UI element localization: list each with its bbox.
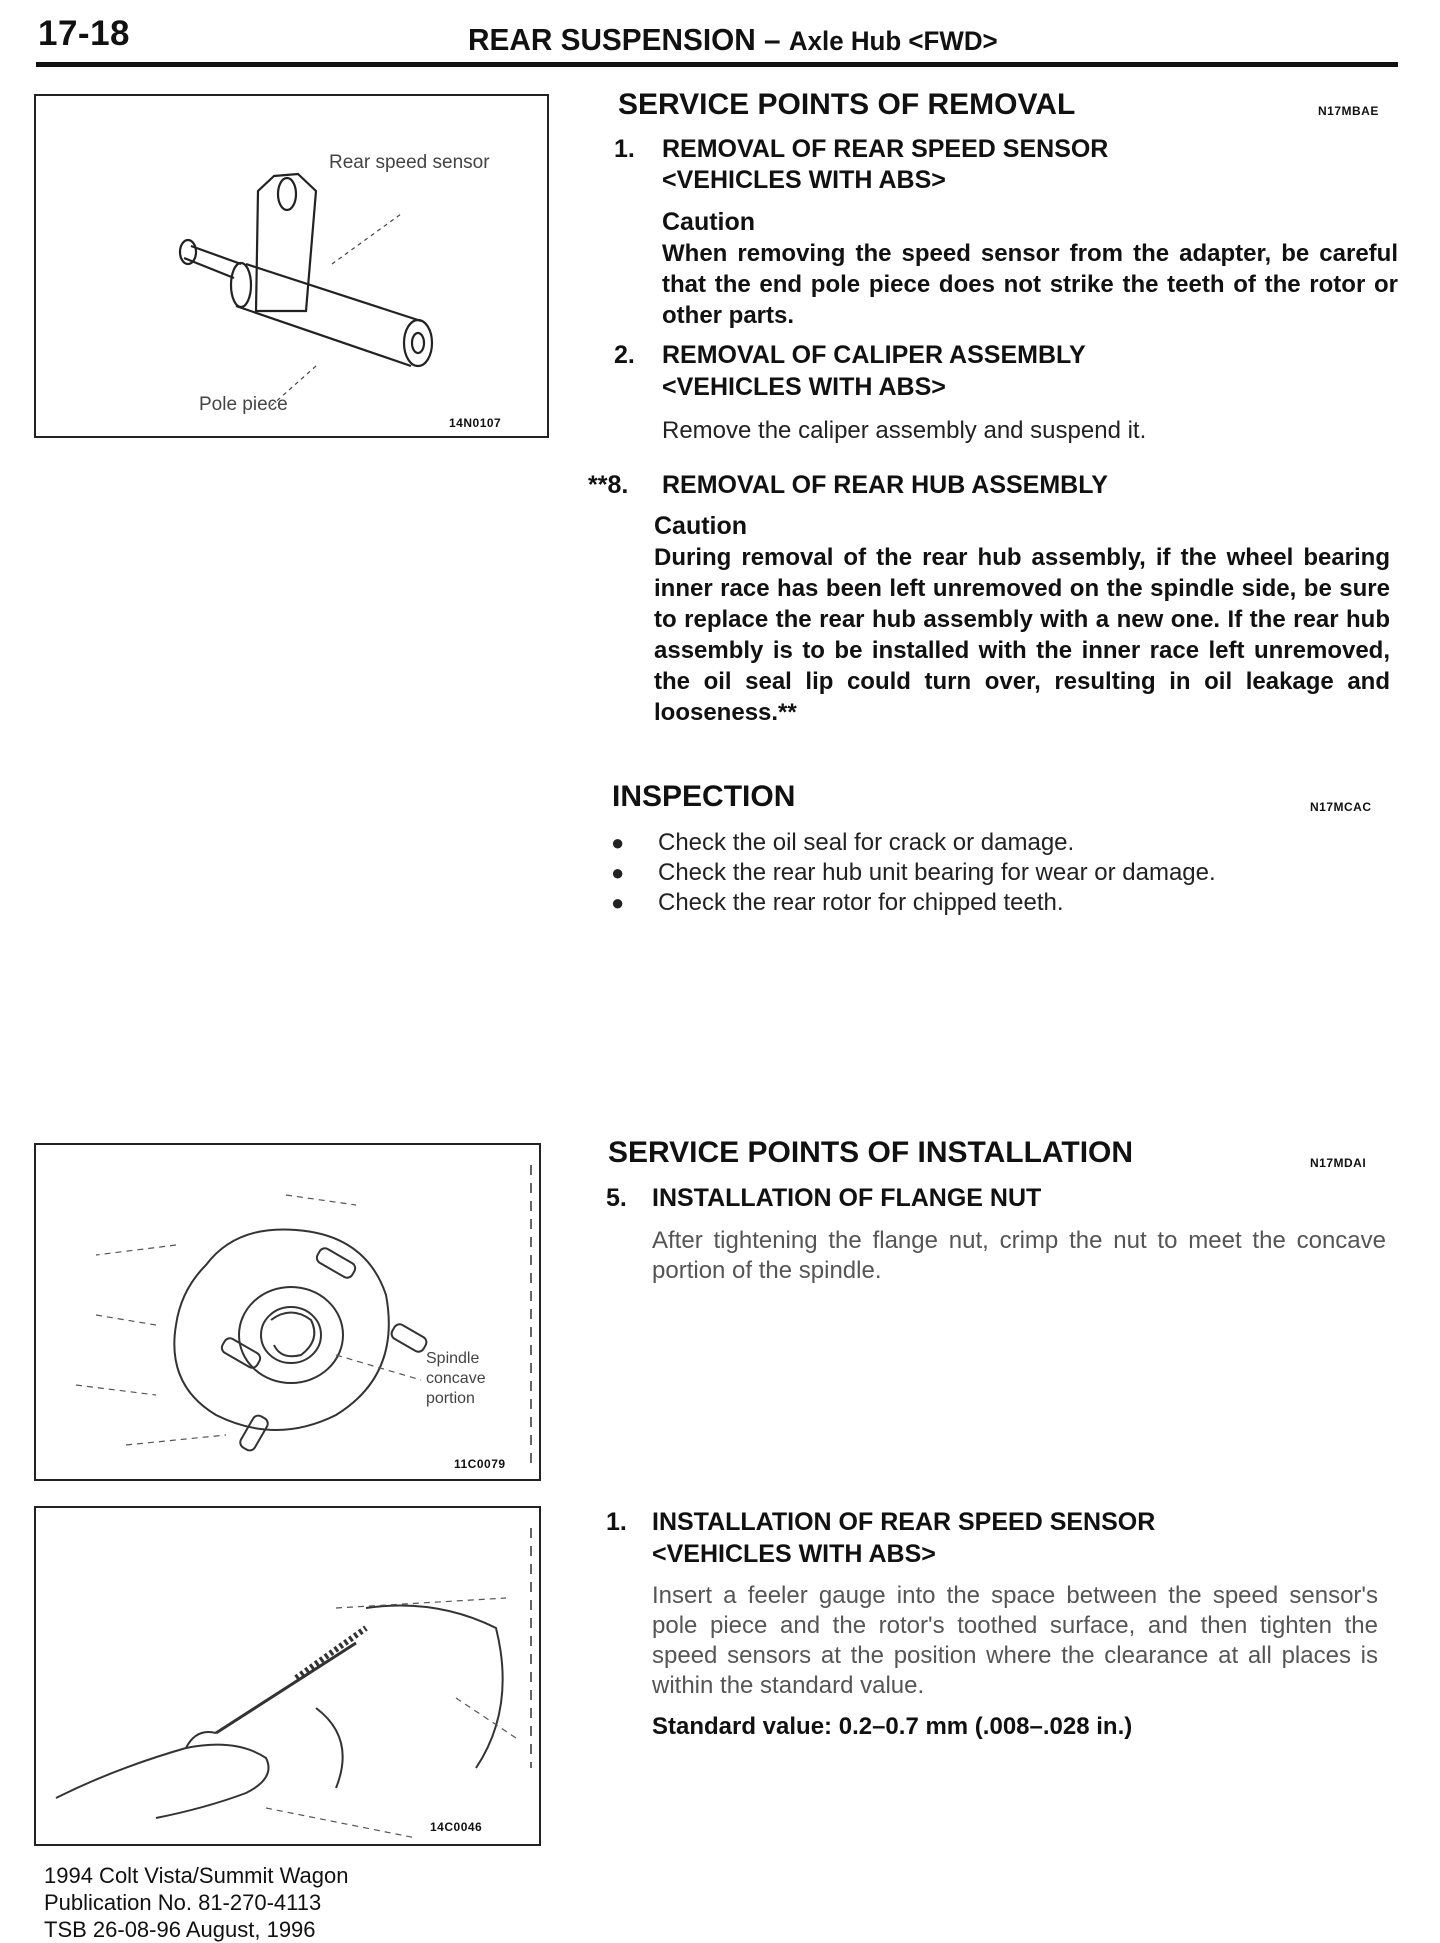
caution-text: When removing the speed sensor from the adapter, be careful that the end pole piece does not strike the teeth of the rotor or other parts. [662, 240, 1398, 329]
figure-label: Spindle [426, 1350, 480, 1367]
item-text: Remove the caliper assembly and suspend it. [662, 417, 1147, 444]
inspection-item [611, 889, 1064, 917]
removal-code: N17MBAE [1318, 104, 1379, 118]
inspection-item [611, 859, 1216, 887]
caution-label: Caution [662, 208, 756, 236]
standard-value: Standard value: 0.2–0.7 mm (.008–.028 in.) [652, 1713, 1133, 1740]
installation-heading: SERVICE POINTS OF INSTALLATION [608, 1136, 1134, 1169]
inspection-item [611, 829, 1074, 857]
figure-speed-sensor [34, 94, 549, 438]
removal-item-8 [588, 470, 1108, 501]
item-title: REMOVAL OF REAR HUB ASSEMBLY [662, 471, 1108, 499]
inspection-item-text: Check the rear hub unit bearing for wear or damage. [658, 859, 1216, 886]
figure-label: concave [426, 1370, 486, 1387]
installation-item-5 [606, 1183, 1041, 1214]
bullet-icon: ● [611, 830, 625, 855]
footer [44, 1862, 348, 1943]
figure-feeler-gauge [34, 1506, 541, 1846]
figure-code: 14N0107 [449, 416, 502, 430]
section-title: REAR SUSPENSION [468, 22, 756, 57]
inspection-heading: INSPECTION [612, 780, 796, 813]
figure-label: portion [426, 1390, 475, 1407]
caution-label: Caution [654, 512, 748, 540]
subsection-title: Axle Hub <FWD> [788, 26, 998, 56]
footer-publication: Publication No. 81-270-4113 [44, 1890, 322, 1915]
removal-item-1 [614, 134, 1108, 165]
figure-label: Rear speed sensor [329, 152, 490, 173]
inspection-item-text: Check the rear rotor for chipped teeth. [658, 889, 1064, 916]
figure-label: Pole piece [199, 394, 288, 415]
figure-code: 14C0046 [430, 1820, 483, 1834]
installation-item-1 [606, 1507, 1155, 1538]
footer-tsb: TSB 26-08-96 August, 1996 [44, 1917, 316, 1942]
item-qualifier: <VEHICLES WITH ABS> [662, 373, 946, 401]
page-title [468, 22, 998, 58]
feeler-gauge-illustration [36, 1508, 539, 1844]
item-title: REMOVAL OF CALIPER ASSEMBLY [662, 341, 1086, 369]
inspection-item-text: Check the oil seal for crack or damage. [658, 829, 1075, 856]
item-title: REMOVAL OF REAR SPEED SENSOR [662, 135, 1109, 163]
item-number: 1. [606, 1508, 627, 1536]
footer-vehicle: 1994 Colt Vista/Summit Wagon [44, 1863, 349, 1888]
page-number: 17-18 [38, 14, 131, 53]
installation-code: N17MDAI [1310, 1156, 1367, 1170]
item-number: 2. [614, 341, 635, 369]
removal-item-2 [614, 340, 1086, 371]
item-title: INSTALLATION OF REAR SPEED SENSOR [652, 1508, 1156, 1536]
flange-illustration [36, 1145, 539, 1479]
item-number: 5. [606, 1184, 627, 1212]
item-qualifier: <VEHICLES WITH ABS> [662, 166, 946, 194]
bullet-icon: ● [611, 860, 625, 885]
item-text: Insert a feeler gauge into the space between the speed sensor's pole piece and the rotor's toothed surface, and then tighten the speed sensors at the position where the clearance at all places is within the standard value. [652, 1582, 1378, 1699]
header-rule [36, 62, 1398, 67]
item-number: **8. [588, 471, 629, 499]
removal-heading: SERVICE POINTS OF REMOVAL [618, 88, 1076, 121]
item-qualifier: <VEHICLES WITH ABS> [652, 1540, 936, 1568]
title-dash: – [764, 22, 781, 57]
caution-text: During removal of the rear hub assembly, if the wheel bearing inner race has been left unremoved on the spindle side, be sure to replace the rear hub assembly with a new one. If the rear hub assembly is to be installed with the inner race left unremoved, the oil seal lip could turn over, resulting in oil leakage and looseness.** [654, 544, 1390, 726]
item-text: After tightening the flange nut, crimp the nut to meet the concave portion of the spindle. [652, 1227, 1386, 1284]
item-title: INSTALLATION OF FLANGE NUT [652, 1184, 1042, 1212]
speed-sensor-illustration [36, 96, 547, 436]
item-number: 1. [614, 135, 635, 163]
inspection-code: N17MCAC [1310, 800, 1372, 814]
figure-flange-nut [34, 1143, 541, 1481]
figure-code: 11C0079 [454, 1457, 506, 1471]
bullet-icon: ● [611, 890, 625, 915]
